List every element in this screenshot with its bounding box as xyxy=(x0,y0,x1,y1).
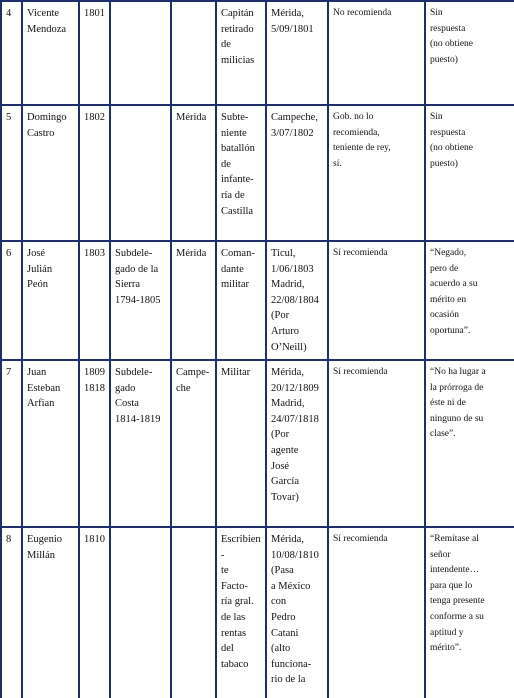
governor-opinion-cell: Sí recomienda xyxy=(328,241,425,360)
result-cell: “Negado, pero de acuerdo a su mérito en ocasión oportuna”. xyxy=(425,241,514,360)
governor-opinion-cell: Sí recomienda xyxy=(328,527,425,698)
date-cell: Mérida, 10/08/1810 (Pasa a México con Pedro Catani (alto funciona- rio de la xyxy=(266,527,328,698)
row-number-cell: 7 xyxy=(1,360,22,527)
place-cell xyxy=(171,527,216,698)
previous-office-cell: Subdele- gado de la Sierra 1794-1805 xyxy=(110,241,171,360)
year-cell: 1803 xyxy=(79,241,110,360)
place-cell xyxy=(171,1,216,105)
date-cell: Campeche, 3/07/1802 xyxy=(266,105,328,241)
row-number-cell: 5 xyxy=(1,105,22,241)
name-cell: Juan Esteban Arfian xyxy=(22,360,79,527)
governor-opinion-cell: Sí recomienda xyxy=(328,360,425,527)
previous-office-cell xyxy=(110,527,171,698)
previous-office-cell xyxy=(110,105,171,241)
previous-office-cell xyxy=(110,1,171,105)
position-cell: Subte- niente batallón de infante- ría de Castilla xyxy=(216,105,266,241)
governor-opinion-cell: No recomienda xyxy=(328,1,425,105)
table-row xyxy=(1,241,514,360)
row-number-cell: 8 xyxy=(1,527,22,698)
row-number-cell: 6 xyxy=(1,241,22,360)
place-cell: Mérida xyxy=(171,241,216,360)
governor-opinion-cell: Gob. no lo recomienda, teniente de rey, sí. xyxy=(328,105,425,241)
position-cell: Coman- dante militar xyxy=(216,241,266,360)
position-cell: Militar xyxy=(216,360,266,527)
name-cell: Eugenio Millán xyxy=(22,527,79,698)
row-number-cell: 4 xyxy=(1,1,22,105)
year-cell: 1802 xyxy=(79,105,110,241)
table-row xyxy=(1,360,514,527)
result-cell: Sin respuesta (no obtiene puesto) xyxy=(425,105,514,241)
year-cell: 1801 xyxy=(79,1,110,105)
date-cell: Mérida, 20/12/1809 Madrid, 24/07/1818 (Por agente José García Tovar) xyxy=(266,360,328,527)
result-cell: Sin respuesta (no obtiene puesto) xyxy=(425,1,514,105)
result-cell: “No ha lugar a la prórroga de éste ni de ninguno de su clase”. xyxy=(425,360,514,527)
position-cell: Capitán retirado de milicias xyxy=(216,1,266,105)
name-cell: Vicente Mendoza xyxy=(22,1,79,105)
year-cell: 1809 1818 xyxy=(79,360,110,527)
place-cell: Campe- che xyxy=(171,360,216,527)
result-cell: “Remítase al señor intendente… para que lo tenga presente conforme a su aptitud y mérito”. xyxy=(425,527,514,698)
date-cell: Mérida, 5/09/1801 xyxy=(266,1,328,105)
name-cell: José Julián Peón xyxy=(22,241,79,360)
place-cell: Mérida xyxy=(171,105,216,241)
date-cell: Ticul, 1/06/1803 Madrid, 22/08/1804 (Por Arturo O’Neill) xyxy=(266,241,328,360)
name-cell: Domingo Castro xyxy=(22,105,79,241)
position-cell: Escribien- te Facto- ría gral. de las rentas del tabaco xyxy=(216,527,266,698)
table-row xyxy=(1,105,514,241)
table-row xyxy=(1,527,514,698)
previous-office-cell: Subdele- gado Costa 1814-1819 xyxy=(110,360,171,527)
table-row xyxy=(1,1,514,105)
year-cell: 1810 xyxy=(79,527,110,698)
